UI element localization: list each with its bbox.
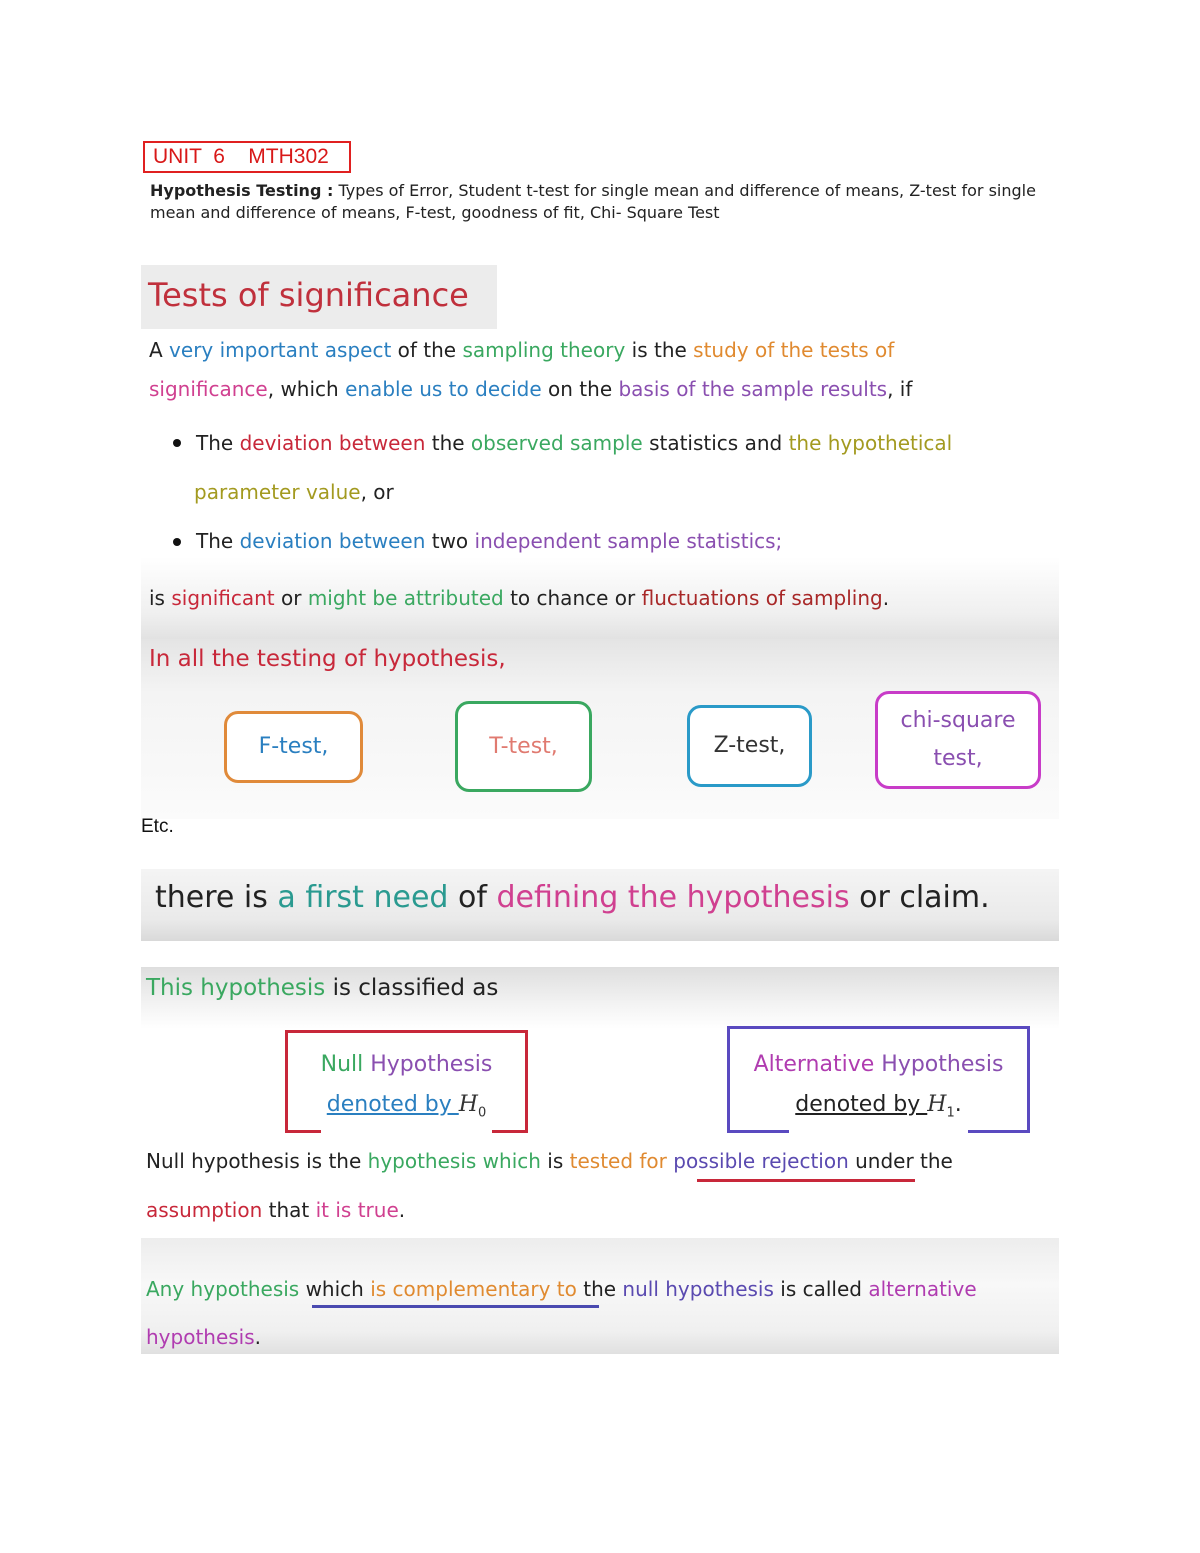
denoted-by-text: denoted by	[326, 1092, 459, 1117]
text-segment: basis of the sample results	[618, 377, 888, 401]
text-segment: is	[540, 1149, 570, 1173]
t-test-box	[455, 701, 592, 792]
text-segment: , if	[887, 377, 913, 401]
section-title-significance: Tests of significance	[141, 265, 497, 329]
syllabus-heading: Hypothesis Testing :	[150, 181, 334, 200]
text-segment: enable us to decide	[345, 377, 542, 401]
text-segment: which	[299, 1277, 371, 1301]
text-segment: is classified as	[325, 975, 499, 1001]
bullet-2	[196, 522, 1096, 561]
z-test-label: Z-test,	[713, 733, 786, 758]
text-segment: This hypothesis	[146, 975, 326, 1001]
text-segment: significant	[171, 586, 275, 610]
text-segment: under the	[848, 1149, 953, 1173]
alternative-word: Alternative	[753, 1052, 875, 1077]
text-segment: aspect	[324, 338, 392, 362]
text-segment: there is	[155, 880, 278, 915]
text-segment: study of the tests of	[693, 338, 895, 362]
text-segment: the hypothetical	[788, 431, 953, 455]
text-segment: is	[149, 586, 172, 610]
syllabus-text	[150, 180, 1060, 224]
complementary-underline	[312, 1305, 599, 1308]
intro-line-2	[149, 370, 1049, 409]
text-segment: that	[262, 1198, 316, 1222]
chi-square-test-label: chi-square test,	[900, 708, 1016, 771]
null-subscript: 0	[477, 1105, 487, 1121]
null-definition-line-2	[146, 1186, 1046, 1234]
classified-line	[146, 975, 498, 1001]
chi-square-test-box	[875, 691, 1041, 789]
text-segment: independent sample statistics;	[474, 529, 783, 553]
text-segment: might be attributed	[307, 586, 504, 610]
null-definition-line-1	[146, 1137, 1046, 1185]
text-segment: null hypothesis	[622, 1277, 774, 1301]
rejection-underline	[697, 1179, 915, 1182]
text-segment: is called	[773, 1277, 869, 1301]
bullet-1-line-1	[196, 424, 1096, 463]
text-segment: observed sample	[470, 431, 643, 455]
text-segment: fluctuations of sampling	[641, 586, 883, 610]
conclusion-line	[149, 579, 1049, 618]
text-segment: Null hypothesis is the	[146, 1149, 368, 1173]
testing-heading: In all the testing of hypothesis,	[149, 646, 506, 672]
null-symbol: H	[458, 1092, 478, 1117]
text-segment: deviation between	[239, 431, 426, 455]
text-segment: statistics and	[642, 431, 789, 455]
f-test-box	[224, 711, 363, 783]
text-segment: is complementary to	[370, 1277, 577, 1301]
bullet-dot	[173, 439, 181, 447]
text-segment: the	[576, 1277, 623, 1301]
text-segment: alternative	[868, 1277, 977, 1301]
text-segment: or	[274, 586, 308, 610]
text-segment: , which	[267, 377, 346, 401]
alternative-hypothesis-box	[727, 1026, 1030, 1133]
text-segment: parameter value	[194, 480, 361, 504]
text-segment: , or	[360, 480, 394, 504]
text-segment: hypothesis	[146, 1325, 255, 1349]
hypothesis-word: Hypothesis	[363, 1052, 493, 1077]
alt-symbol: H	[927, 1092, 947, 1117]
alternative-hypothesis-title	[730, 1045, 1027, 1085]
alt-period: .	[954, 1092, 962, 1117]
alternative-hypothesis-notation	[789, 1085, 967, 1133]
etc-label: Etc.	[141, 816, 174, 837]
denoted-by-text: denoted by	[795, 1092, 928, 1117]
text-segment: .	[254, 1325, 262, 1349]
unit-label: UNIT 6 MTH302	[143, 141, 351, 173]
text-segment: or claim.	[849, 880, 990, 915]
need-line	[155, 880, 990, 915]
null-hypothesis-box	[285, 1030, 528, 1133]
text-segment: Any hypothesis	[146, 1277, 300, 1301]
text-segment: defining the hypothesis	[496, 880, 850, 915]
text-segment: significance	[149, 377, 268, 401]
text-segment: possible rejection	[673, 1149, 849, 1173]
intro-line-1	[149, 331, 1049, 370]
alternative-definition-line-2	[146, 1313, 1046, 1361]
alt-subscript: 1	[946, 1105, 955, 1121]
text-segment: The	[196, 431, 240, 455]
hypothesis-word: Hypothesis	[874, 1052, 1004, 1077]
text-segment: assumption	[146, 1198, 263, 1222]
text-segment: hypothesis which	[367, 1149, 541, 1173]
null-hypothesis-notation	[321, 1085, 492, 1133]
syllabus-topics: Types of Error, Student t-test for single mean and difference of means, Z-test for single mean and difference of means, F-test, goodness of fit, Chi- Square Test	[150, 181, 1036, 222]
text-segment: to chance or	[503, 586, 642, 610]
text-segment: deviation between	[239, 529, 426, 553]
text-segment: important	[219, 338, 319, 362]
text-segment: is the	[625, 338, 694, 362]
bullet-1-line-2	[194, 473, 1094, 512]
bullet-dot	[173, 538, 181, 546]
null-hypothesis-title	[288, 1045, 525, 1085]
text-segment: the	[425, 431, 471, 455]
text-segment: a first need	[277, 880, 449, 915]
text-segment: on the	[541, 377, 619, 401]
text-segment: .	[398, 1198, 406, 1222]
text-segment: very	[169, 338, 214, 362]
text-segment: of	[448, 880, 497, 915]
z-test-box	[687, 705, 812, 787]
t-test-label: T-test,	[489, 733, 558, 759]
text-segment: it is true	[315, 1198, 399, 1222]
null-word: Null	[320, 1052, 364, 1077]
text-segment: tested for	[569, 1149, 667, 1173]
text-segment: two	[425, 529, 475, 553]
f-test-label: F-test,	[258, 734, 329, 759]
text-segment: sampling theory	[462, 338, 626, 362]
text-segment: of the	[391, 338, 463, 362]
text-segment: A	[149, 338, 170, 362]
text-segment: The	[196, 529, 240, 553]
text-segment: .	[882, 586, 890, 610]
